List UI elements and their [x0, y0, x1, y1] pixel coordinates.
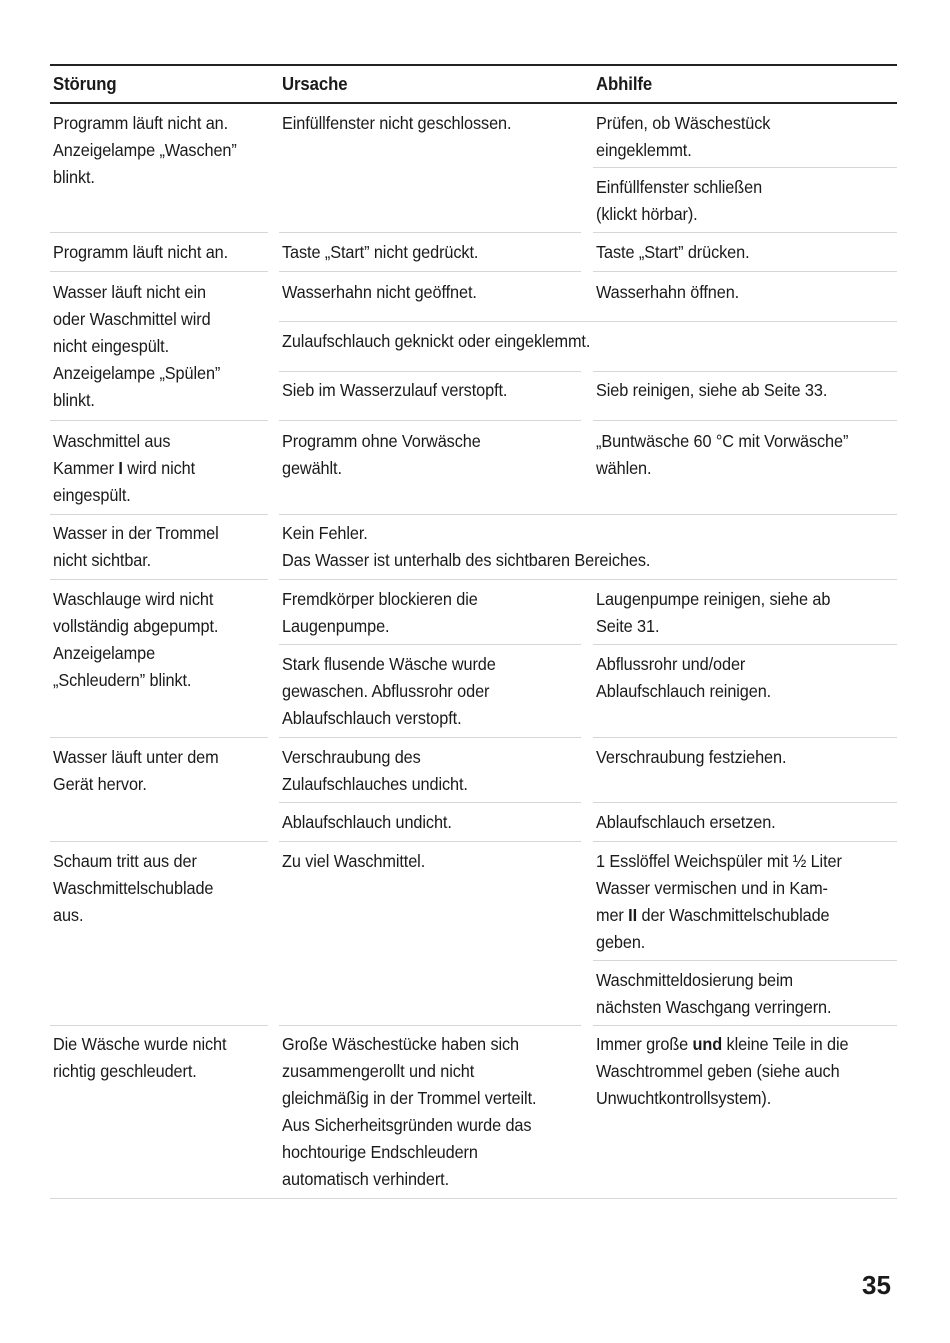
- r9-abhilfe: Immer große und kleine Teile in die Waschtrommel geben (siehe auch Unwuchtkontrollsystem).: [596, 1034, 849, 1108]
- separator: [593, 960, 897, 961]
- r3-abhilfe-c: Sieb reinigen, siehe ab Seite 33.: [596, 380, 828, 400]
- r6-abhilfe-b: Abflussrohr und/oder Ablaufschlauch reinigen.: [596, 654, 772, 701]
- separator: [593, 167, 897, 168]
- separator: [593, 420, 897, 421]
- separator: [279, 271, 581, 272]
- r9-ursache: Große Wäschestücke haben sich zusammengerollt und nicht gleichmäßig in der Trommel verteilt. Aus Sicherheitsgründen wurde das hochtourige Endschleudern automatisch verhindert.: [282, 1034, 537, 1189]
- r2-abhilfe: Taste „Start” drücken.: [596, 242, 750, 262]
- separator: [593, 737, 897, 738]
- separator: [50, 737, 268, 738]
- separator: [279, 420, 581, 421]
- r1-stoerung: Programm läuft nicht an. Anzeigelampe „Waschen” blinkt.: [53, 113, 237, 187]
- r6-ursache-b: Stark flusende Wäsche wurde gewaschen. Abflussrohr oder Ablaufschlauch verstopft.: [282, 654, 496, 728]
- r2-stoerung: Programm läuft nicht an.: [53, 242, 229, 262]
- table-bottom-rule: [50, 1198, 897, 1199]
- r9-stoerung: Die Wäsche wurde nicht richtig geschleudert.: [53, 1034, 227, 1081]
- r2-ursache: Taste „Start” nicht gedrückt.: [282, 242, 479, 262]
- r4-stoerung: Waschmittel aus Kammer I wird nicht eingespült.: [53, 431, 196, 505]
- separator: [279, 802, 581, 803]
- separator: [279, 841, 581, 842]
- separator: [279, 644, 581, 645]
- separator: [593, 1025, 897, 1026]
- r7-abhilfe-a: Verschraubung festziehen.: [596, 747, 787, 767]
- separator: [50, 271, 268, 272]
- separator: [593, 271, 897, 272]
- separator: [50, 420, 268, 421]
- r5-ursache: Kein Fehler. Das Wasser ist unterhalb des sichtbaren Bereiches.: [282, 523, 651, 570]
- separator: [50, 579, 268, 580]
- troubleshooting-table: [50, 0, 897, 1343]
- separator: [593, 802, 897, 803]
- header-stoerung: Störung: [53, 74, 117, 94]
- r7-abhilfe-b: Ablaufschlauch ersetzen.: [596, 812, 776, 832]
- header-bottom-rule: [50, 102, 897, 104]
- r7-stoerung: Wasser läuft unter dem Gerät hervor.: [53, 747, 219, 794]
- r1-ursache: Einfüllfenster nicht geschlossen.: [282, 113, 512, 133]
- separator: [593, 232, 897, 233]
- separator: [50, 514, 268, 515]
- r7-ursache-a: Verschraubung des Zulaufschlauches undicht.: [282, 747, 468, 794]
- separator: [279, 737, 581, 738]
- r3-ursache-b: Zulaufschlauch geknickt oder eingeklemmt.: [282, 331, 591, 351]
- r1-abhilfe-b: Einfüllfenster schließen (klickt hörbar).: [596, 177, 763, 224]
- page-number: 35: [862, 1270, 891, 1300]
- separator: [593, 841, 897, 842]
- r6-abhilfe-a: Laugenpumpe reinigen, siehe ab Seite 31.: [596, 589, 831, 636]
- separator: [279, 1025, 581, 1026]
- r3-ursache-a: Wasserhahn nicht geöffnet.: [282, 282, 477, 302]
- r1-abhilfe-a: Prüfen, ob Wäschestück eingeklemmt.: [596, 113, 771, 160]
- header-ursache: Ursache: [282, 74, 348, 94]
- separator: [593, 644, 897, 645]
- r3-abhilfe-a: Wasserhahn öffnen.: [596, 282, 740, 302]
- table-top-rule: [50, 64, 897, 66]
- r4-abhilfe: „Buntwäsche 60 °C mit Vorwäsche” wählen.: [596, 431, 849, 478]
- separator: [279, 321, 897, 322]
- separator: [50, 1025, 268, 1026]
- separator: [593, 371, 897, 372]
- separator: [279, 232, 581, 233]
- separator: [279, 514, 897, 515]
- r3-stoerung: Wasser läuft nicht ein oder Waschmittel wird nicht eingespült. Anzeigelampe „Spülen” blinkt.: [53, 282, 221, 410]
- header-abhilfe: Abhilfe: [596, 74, 653, 94]
- separator: [50, 232, 268, 233]
- r6-ursache-a: Fremdkörper blockieren die Laugenpumpe.: [282, 589, 478, 636]
- separator: [279, 579, 897, 580]
- r8-stoerung: Schaum tritt aus der Waschmittelschublade aus.: [53, 851, 214, 925]
- r8-abhilfe-b: Waschmitteldosierung beim nächsten Waschgang verringern.: [596, 970, 832, 1017]
- r3-ursache-c: Sieb im Wasserzulauf verstopft.: [282, 380, 508, 400]
- r7-ursache-b: Ablaufschlauch undicht.: [282, 812, 452, 832]
- r8-abhilfe-a: 1 Esslöffel Weichspüler mit ½ Liter Wasser vermischen und in Kam- mer II der Waschmittelschublade geben.: [596, 851, 842, 952]
- r5-stoerung: Wasser in der Trommel nicht sichtbar.: [53, 523, 219, 570]
- r4-ursache: Programm ohne Vorwäsche gewählt.: [282, 431, 481, 478]
- separator: [279, 371, 581, 372]
- r8-ursache: Zu viel Waschmittel.: [282, 851, 426, 871]
- r6-stoerung: Waschlauge wird nicht vollständig abgepumpt. Anzeigelampe „Schleudern” blinkt.: [53, 589, 219, 690]
- separator: [50, 841, 268, 842]
